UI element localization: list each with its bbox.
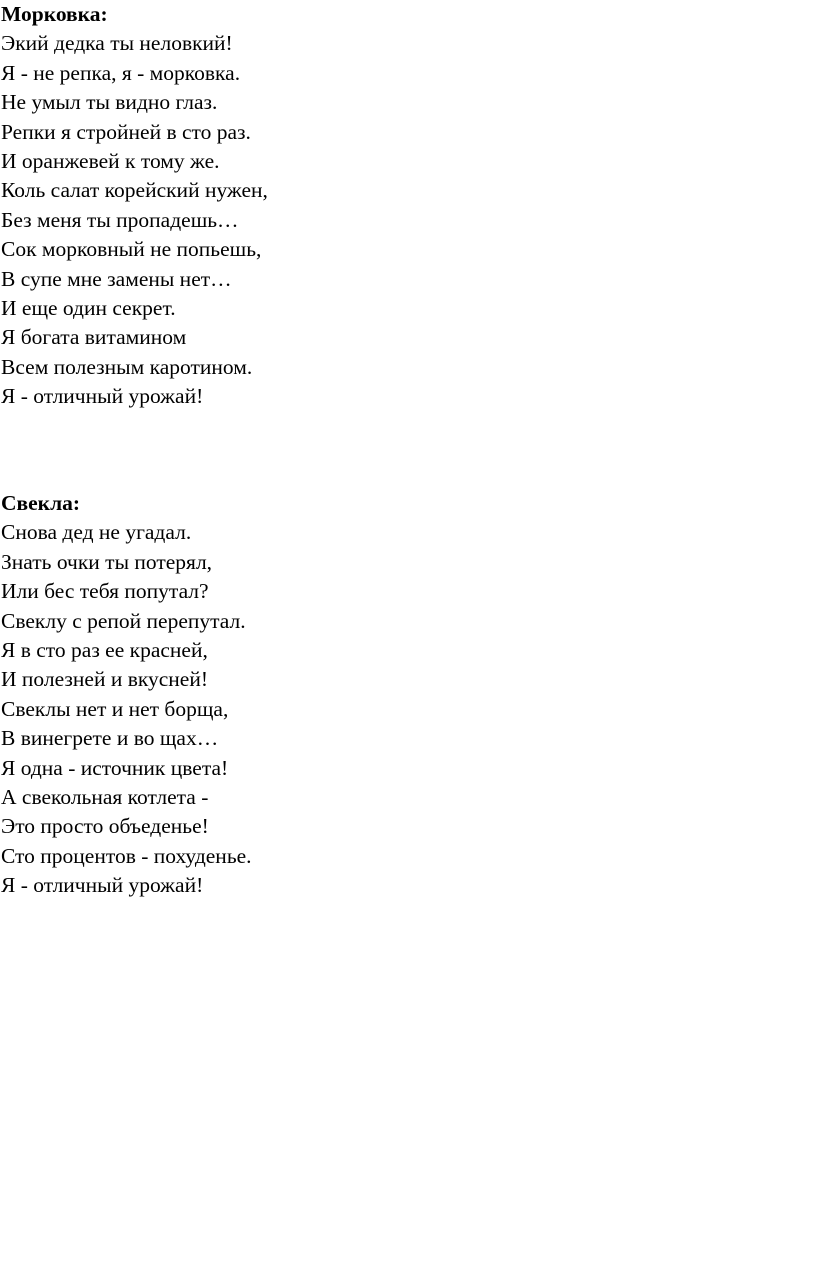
verse-line: Свеклы нет и нет борща,: [1, 696, 229, 721]
verse-line: Всем полезным каротином.: [1, 354, 253, 379]
verse-line: Коль салат корейский нужен,: [1, 178, 268, 203]
stanza-beet: [1, 489, 801, 900]
verse-line: В супе мне замены нет…: [1, 266, 232, 291]
verse-line: Без меня ты пропадешь…: [1, 207, 239, 232]
verse-line: Сок морковный не попьешь,: [1, 237, 262, 262]
verse-line: В винегрете и во щах…: [1, 726, 219, 751]
verse-line: Я - не репка, я - морковка.: [1, 60, 241, 85]
verse-line: Я одна - источник цвета!: [1, 755, 229, 780]
verse-line: Это просто объеденье!: [1, 814, 209, 839]
verse-line: Я богата витамином: [1, 325, 187, 350]
verse-line: Снова дед не угадал.: [1, 520, 192, 545]
verse-line: А свекольная котлета -: [1, 784, 209, 809]
verse-line: Сто процентов - похуденье.: [1, 843, 252, 868]
verse-line: И оранжевей к тому же.: [1, 148, 220, 173]
verse-line: Не умыл ты видно глаз.: [1, 90, 218, 115]
section-heading: Морковка:: [1, 2, 108, 26]
section-heading: Свекла:: [1, 491, 81, 515]
verse-line: Свеклу с репой перепутал.: [1, 608, 246, 633]
verse-line: И еще один секрет.: [1, 295, 176, 320]
verse-line: И полезней и вкусней!: [1, 667, 209, 692]
verse-line: Или бес тебя попутал?: [1, 579, 209, 604]
verse-line: Я в сто раз ее красней,: [1, 637, 208, 662]
verse-line: Экий дедка ты неловкий!: [1, 31, 233, 56]
stanza-carrot: [1, 0, 801, 411]
verse-line: Репки я стройней в сто раз.: [1, 119, 251, 144]
verse-line: Знать очки ты потерял,: [1, 549, 213, 574]
verse-line: Я - отличный урожай!: [1, 384, 204, 409]
verse-line: Я - отличный урожай!: [1, 873, 204, 898]
